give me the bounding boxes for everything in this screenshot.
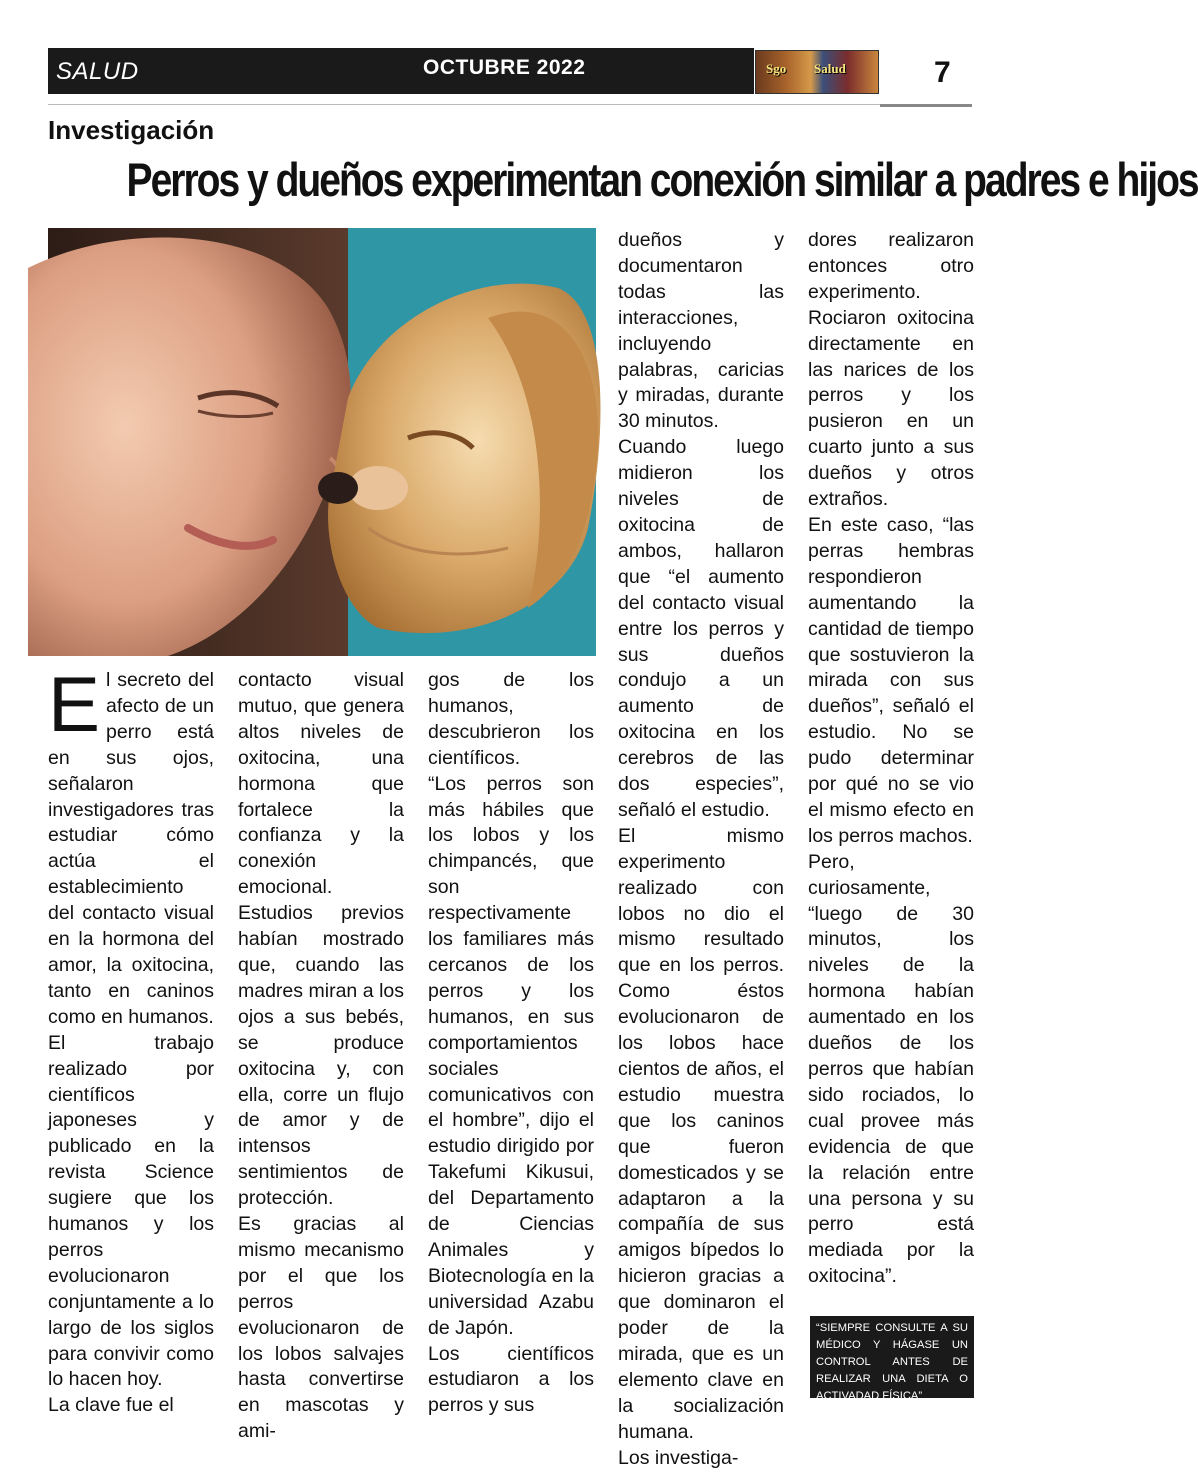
article-kicker: Investigación <box>48 115 215 145</box>
woman-and-puppy-photo <box>48 228 596 656</box>
paragraph-text: Pero, curiosamente, “luego de 30 minutos, los niveles de la hormona habían aumentado en los dueños de los perros que habían sido rociados, lo cual provee más evidencia de que la relación entre una persona y su perro está mediada por la oxitocina”. <box>808 850 974 1288</box>
paragraph-text: l secreto del afecto de un perro está en sus ojos, señalaron investigadores tras estudiar cómo actúa el establecimiento del contacto visual en la hormona del amor, la oxitocina, tanto en caninos como en humanos. <box>48 669 214 1028</box>
section-header-bar <box>48 48 754 94</box>
article-column-4 <box>618 228 784 1472</box>
header-divider <box>48 104 972 105</box>
photo-illustration <box>48 228 596 656</box>
header-accent-rule <box>880 104 972 107</box>
paragraph-text: El mismo experimento realizado con lobos no dio el mismo resultado que en los perros. Como éstos evolucionaron de los lobos hace cientos de años, el estudio muestra que los caninos que fueron domesticados y se adaptaron a la compañía de sus amigos bípedos lo hicieron gracias a que dominaron el poder de la mirada, que es un elemento clave en la socialización humana. <box>618 824 784 1443</box>
paragraph-text: dueños y documentaron todas las interacciones, incluyendo palabras, caricias y miradas, durante 30 minutos. <box>618 229 784 433</box>
paragraph-text: Cuando luego midieron los niveles de oxitocina de ambos, hallaron que “el aumento del contacto visual entre los perros y sus dueños condujo a un aumento de oxitocina en los cerebros de las dos especies”, señaló el estudio. <box>618 436 784 821</box>
article-column-2 <box>238 668 404 1445</box>
publication-logo <box>755 50 879 94</box>
paragraph-text: Estudios previos habían mostrado que, cuando las madres miran a los ojos a sus bebés, se produce oxitocina y, con ella, corre un flujo de amor y de intensos sentimientos de protección. <box>238 902 404 1210</box>
article-headline: Perros y dueños experimentan conexión similar a padres e hijos <box>126 153 1198 206</box>
paragraph-text: contacto visual mutuo, que genera altos niveles de oxitocina, una hormona que fortalece la confianza y la conexión emocional. <box>238 669 404 899</box>
paragraph-text: Los científicos estudiaron a los perros y sus <box>428 1342 594 1417</box>
paragraph-text: El trabajo realizado por científicos japoneses y publicado en la revista Science sugiere que los humanos y los perros evolucionaron conjuntamente a lo largo de los siglos para convivir como lo hacen hoy. <box>48 1031 214 1391</box>
paragraph-text: “Los perros son más hábiles que los lobos y los chimpancés, que son respectivamente los familiares más cercanos de los perros y los humanos, en sus comportamientos sociales comunicativos con el hombre”, dijo el estudio dirigido por Takefumi Kikusui, del Departamento de Ciencias Animales y Biotecnología en la universidad Azabu de Japón. <box>428 772 594 1339</box>
article-column-3 <box>428 668 594 1419</box>
article-column-5 <box>808 228 974 1290</box>
logo-text-sgo: Sgo <box>766 61 787 76</box>
section-label: SALUD <box>56 58 139 85</box>
paragraph-text: dores realizaron entonces otro experimento. Rociaron oxitocina directamente en las narices de los perros y los pusieron en un cuarto junto a sus dueños y otros extraños. <box>808 229 974 511</box>
article-column-1 <box>48 660 214 1419</box>
paragraph-text: gos de los humanos, descubrieron los científicos. <box>428 669 594 769</box>
issue-date: OCTUBRE 2022 <box>423 56 586 79</box>
paragraph-text: En este caso, “las perras hembras respondieron aumentando la cantidad de tiempo que sostuvieron la mirada con sus dueños”, señaló el estudio. No se pudo determinar por qué no se vio el mismo efecto en los perros machos. <box>808 513 974 847</box>
logo-text-salud: Salud <box>814 61 846 76</box>
dropcap-letter: E <box>48 660 101 748</box>
paragraph-text: La clave fue el <box>48 1394 174 1417</box>
paragraph-text: Es gracias al mismo mecanismo por el que los perros evolucionaron de los lobos salvajes hasta convertirse en mascotas y ami- <box>238 1213 404 1443</box>
paragraph-text: Los investiga- <box>618 1446 739 1469</box>
page-number: 7 <box>934 56 951 89</box>
health-advice-note: “SIEMPRE CONSULTE A SU MÉDICO Y HÁGASE UN CONTROL ANTES DE REALIZAR UNA DIETA O ACTIVADAD FÍSICA” <box>810 1316 974 1398</box>
article-intro-paragraph <box>48 660 214 1031</box>
